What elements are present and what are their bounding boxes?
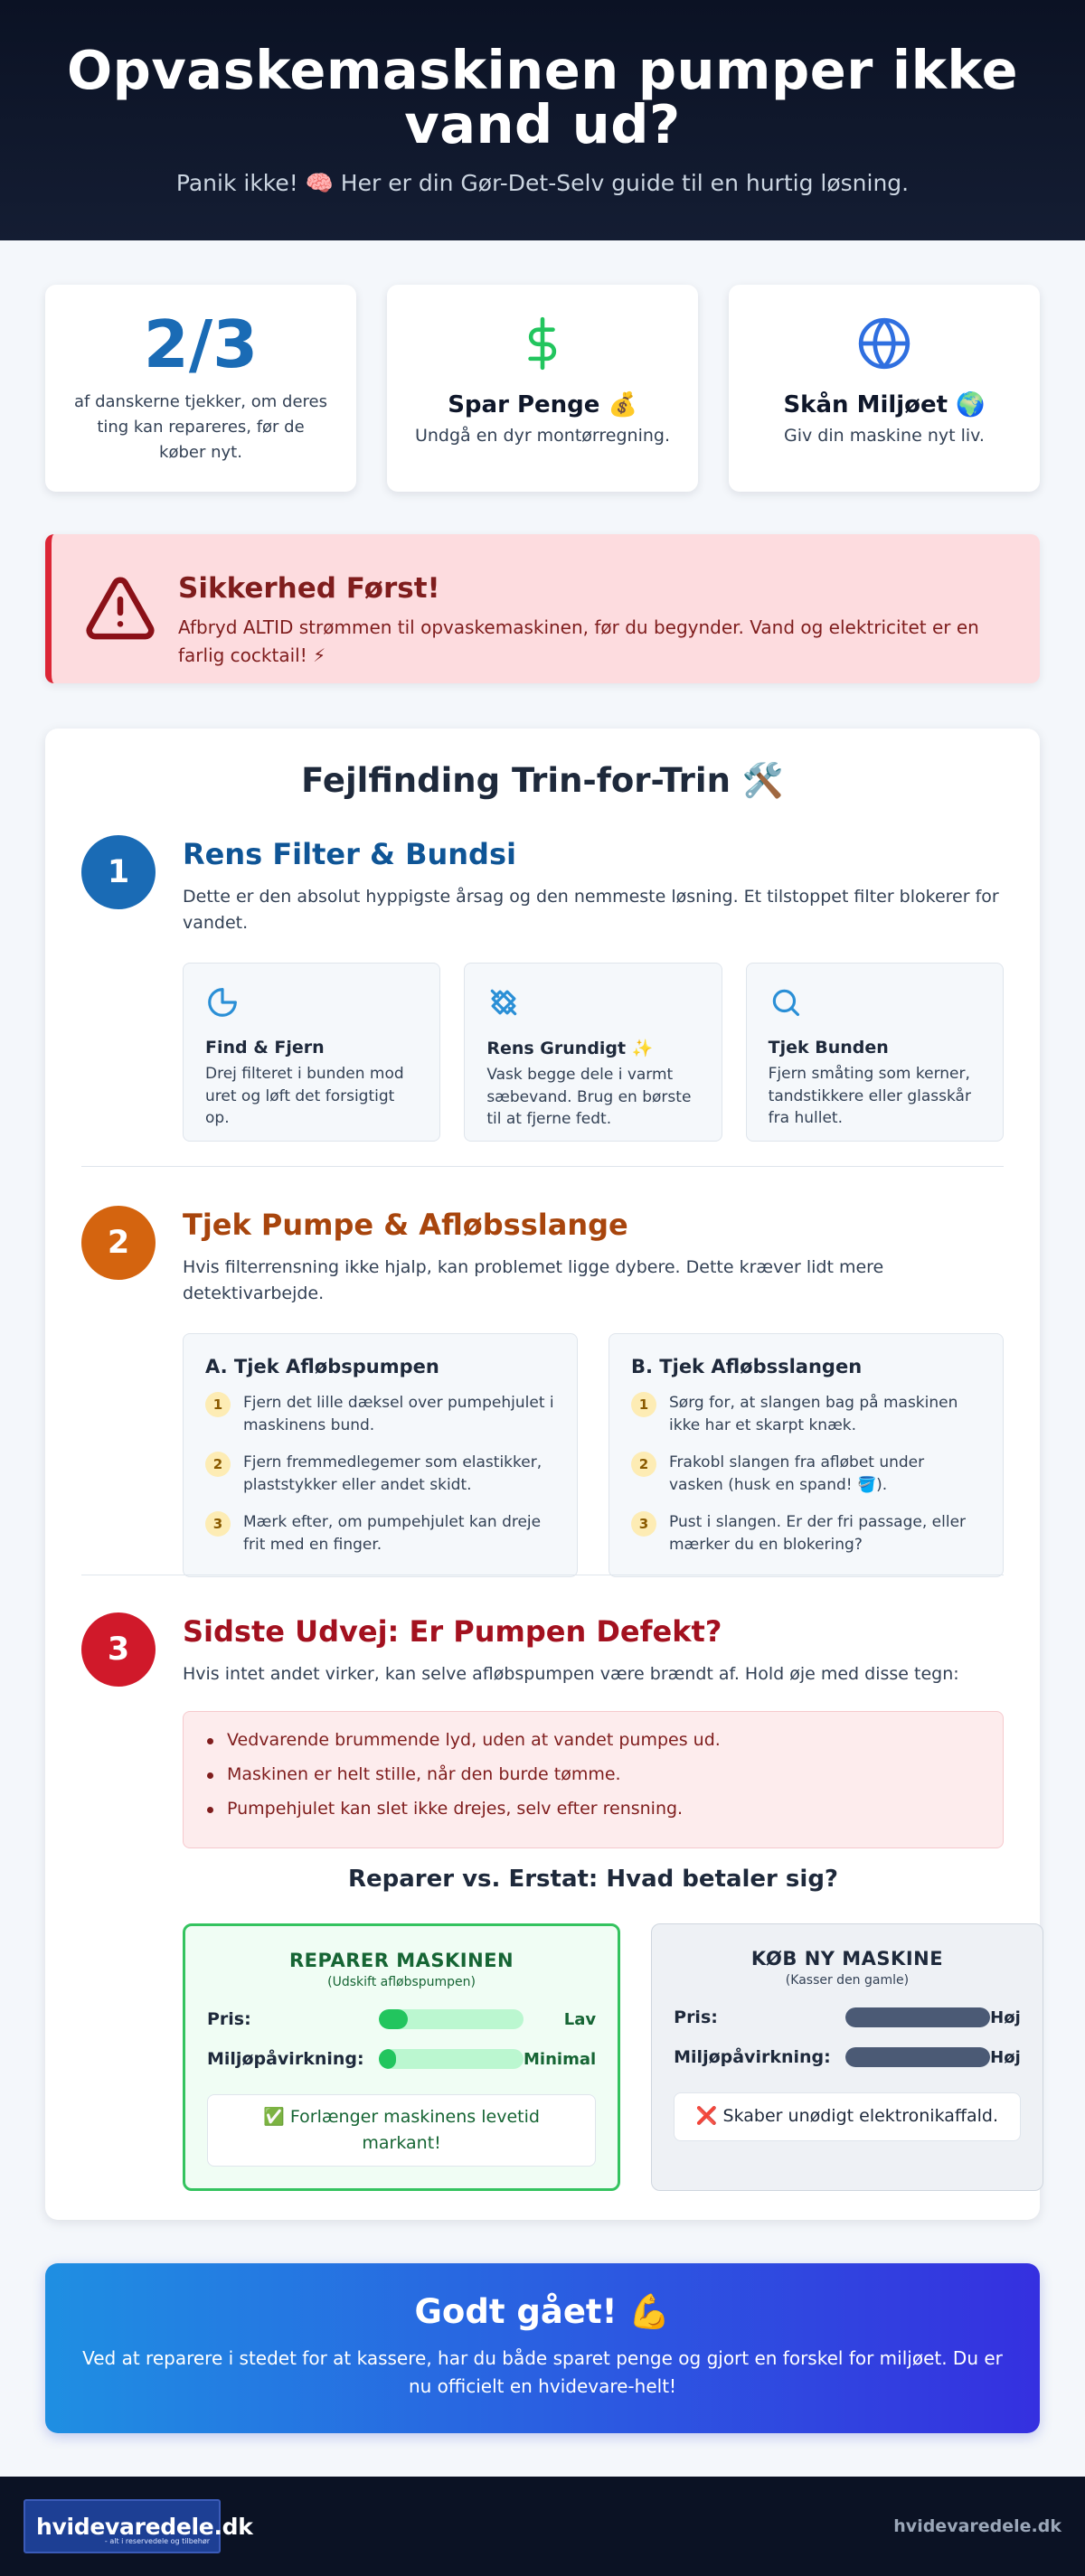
safety-alert: [45, 534, 1040, 683]
dollar-icon: [387, 312, 698, 375]
list-text: Sørg for, at slangen bag på maskinen ikke har et skarpt knæk.: [669, 1393, 958, 1434]
list-text: Mærk efter, om pumpehjulet kan dreje frit med en finger.: [243, 1513, 542, 1555]
price-label: Pris:: [674, 2007, 718, 2027]
environment-bar: [379, 2049, 524, 2069]
stat-description: Undgå en dyr montørregning.: [414, 426, 670, 446]
list-number: 1: [205, 1392, 231, 1417]
page-title: Opvaskemaskinen pumper ikke vand ud?: [66, 39, 1019, 156]
repair-title: REPARER MASKINEN: [289, 1950, 514, 1971]
list-item: Vedvarende brummende lyd, uden at vandet pumpes ud.: [205, 1732, 981, 1749]
environment-value: Minimal: [524, 2049, 597, 2069]
search-icon: [769, 1006, 803, 1023]
globe-icon: [729, 312, 1040, 375]
card-text: Fjern småting som kerner, tandstikkere eller glasskår fra hullet.: [768, 1064, 971, 1128]
list-text: Fjern fremmedlegemer som elastikker, plaststykker eller andet skidt.: [243, 1453, 542, 1494]
step-number-badge: 1: [81, 835, 156, 909]
step-lead: Hvis intet andet virker, kan selve afløbspumpen være brændt af. Hold øje med disse tegn:: [183, 1664, 959, 1684]
stat-title: Skån Miljøet 🌍: [783, 391, 986, 418]
buy-new-card: [651, 1923, 1043, 2191]
hero-header: [0, 0, 1085, 240]
card-title: B. Tjek Afløbsslangen: [631, 1355, 863, 1377]
list-item: [205, 1511, 555, 1556]
page-subtitle: Panik ikke! 🧠 Her er din Gør-Det-Selv guide til en hurtig løsning.: [175, 170, 910, 197]
list-item: [631, 1511, 981, 1556]
cta-text: Ved at reparere i stedet for at kassere, har du både sparet penge og gjort en forskel for miljøet. Du er nu officielt en hvidevare-helt!: [82, 2347, 1003, 2397]
step-1: [81, 835, 1004, 1142]
list-text: Fjern det lille dæksel over pumpehjulet i maskinens bund.: [243, 1393, 554, 1434]
footer-site-link[interactable]: hvidevaredele.dk: [893, 2516, 1061, 2536]
card-title: A. Tjek Afløbspumpen: [205, 1355, 439, 1377]
buy-subtitle: (Kasser den gamle): [785, 1973, 910, 1988]
step-body: [183, 1612, 1004, 1848]
environment-value: Høj: [990, 2047, 1021, 2067]
cta-title: Godt gået! 💪: [414, 2292, 671, 2331]
step-2-cards: [183, 1333, 1004, 1577]
environment-label: Miljøpåvirkning:: [674, 2047, 831, 2067]
stats-row: [45, 285, 1040, 492]
repair-card: [183, 1923, 620, 2191]
price-bar: [845, 2007, 990, 2027]
brush-icon: [486, 1006, 521, 1023]
stat-title: Spar Penge 💰: [448, 391, 637, 418]
stat-description: af danskerne tjekker, om deres ting kan repareres, før de køber nyt.: [74, 392, 327, 462]
step-body: [183, 835, 1004, 1142]
step-lead: Dette er den absolut hyppigste årsag og den nemmeste løsning. Et tilstoppet filter blokerer for vandet.: [183, 887, 999, 934]
defect-signs-box: [183, 1711, 1004, 1848]
buy-note: ❌ Skaber unødigt elektronikaffald.: [674, 2092, 1021, 2141]
step-title: Rens Filter & Bundsi: [183, 837, 516, 871]
stat-card-save-money: [387, 285, 698, 492]
compare-cards: [183, 1923, 1021, 2191]
environment-row: [674, 2047, 1021, 2067]
list-item: [205, 1392, 555, 1436]
step-body: [183, 1206, 1004, 1577]
price-value: Lav: [563, 2009, 597, 2029]
step-2: [81, 1206, 1004, 1577]
card-text: Drej filteret i bunden mod uret og løft det forsigtigt op.: [205, 1064, 404, 1128]
card-title: Rens Grundigt ✨: [486, 1038, 654, 1058]
stat-card-save-environment: [729, 285, 1040, 492]
buy-title: KØB NY MASKINE: [750, 1948, 944, 1970]
card-title: Find & Fjern: [205, 1037, 325, 1058]
list-item: [205, 1452, 555, 1496]
list-number: 2: [631, 1452, 656, 1477]
card-clean: [464, 963, 722, 1142]
card-check-hose: [609, 1333, 1004, 1577]
price-bar-fill: [379, 2009, 408, 2029]
environment-bar: [845, 2047, 990, 2067]
price-label: Pris:: [207, 2009, 251, 2029]
card-check-pump: [183, 1333, 578, 1577]
repair-note: ✅ Forlænger maskinens levetid markant!: [207, 2094, 596, 2167]
step-lead: Hvis filterrensning ikke hjalp, kan problemet ligge dybere. Dette kræver lidt mere detektivarbejde.: [183, 1257, 884, 1304]
safety-title: Sikkerhed Først!: [178, 572, 440, 605]
logo-text: hvidevaredele.dk: [36, 2513, 253, 2540]
compare-body: [183, 1866, 1021, 2191]
card-title: Tjek Bunden: [768, 1037, 889, 1058]
environment-bar-fill: [845, 2047, 990, 2067]
price-bar-fill: [845, 2007, 990, 2027]
stat-big-number: 2/3: [143, 306, 259, 382]
price-bar: [379, 2009, 524, 2029]
defect-signs-list: [205, 1732, 981, 1818]
environment-bar-fill: [379, 2049, 396, 2069]
list-number: 3: [205, 1511, 231, 1537]
step-1-cards: [183, 963, 1004, 1142]
footer: [0, 2477, 1085, 2576]
step-number-badge: 3: [81, 1612, 156, 1687]
guide-title: Fejlfinding Trin-for-Trin 🛠️: [301, 761, 784, 800]
list-item: [631, 1452, 981, 1496]
safety-text: Afbryd ALTID strømmen til opvaskemaskinen, før du begynder. Vand og elektricitet er en farlig cocktail! ⚡: [178, 616, 979, 666]
stat-description: Giv din maskine nyt liv.: [784, 426, 985, 446]
environment-row: [207, 2049, 596, 2069]
rotate-icon: [205, 1006, 240, 1023]
stat-card-repair-share: [45, 285, 356, 492]
step-title: Sidste Udvej: Er Pumpen Defekt?: [183, 1614, 722, 1649]
compare-title: Reparer vs. Erstat: Hvad betaler sig?: [347, 1866, 839, 1893]
cta-banner: [45, 2263, 1040, 2433]
logo[interactable]: [24, 2499, 253, 2553]
divider: [81, 1166, 1004, 1167]
card-check-bottom: [746, 963, 1004, 1142]
list-item: Maskinen er helt stille, når den burde tømme.: [205, 1766, 981, 1783]
list-number: 2: [205, 1452, 231, 1477]
list-item: Pumpehjulet kan slet ikke drejes, selv efter rensning.: [205, 1800, 981, 1818]
environment-label: Miljøpåvirkning:: [207, 2049, 364, 2069]
price-row: [674, 2007, 1021, 2027]
list-number: 1: [631, 1392, 656, 1417]
repair-vs-replace: [81, 1866, 1021, 2191]
list-number: 3: [631, 1511, 656, 1537]
step-number-badge: 2: [81, 1206, 156, 1280]
repair-subtitle: (Udskift afløbspumpen): [327, 1975, 476, 1989]
price-row: [207, 2009, 596, 2029]
card-text: Vask begge dele i varmt sæbevand. Brug en børste til at fjerne fedt.: [486, 1065, 692, 1129]
warning-icon: [84, 576, 156, 644]
list-item: [631, 1392, 981, 1436]
card-find-remove: [183, 963, 440, 1142]
list-text: Frakobl slangen fra afløbet under vasken (husk en spand! 🪣).: [669, 1453, 925, 1494]
logo-tagline: - alt i reservedele og tilbehør: [104, 2537, 210, 2545]
step-title: Tjek Pumpe & Afløbsslange: [183, 1208, 628, 1242]
step-3: [81, 1612, 1004, 1848]
safety-text-block: [178, 572, 986, 670]
troubleshooting-guide: [45, 729, 1040, 2220]
price-value: Høj: [990, 2007, 1021, 2027]
list-text: Pust i slangen. Er der fri passage, eller mærker du en blokering?: [669, 1513, 967, 1555]
